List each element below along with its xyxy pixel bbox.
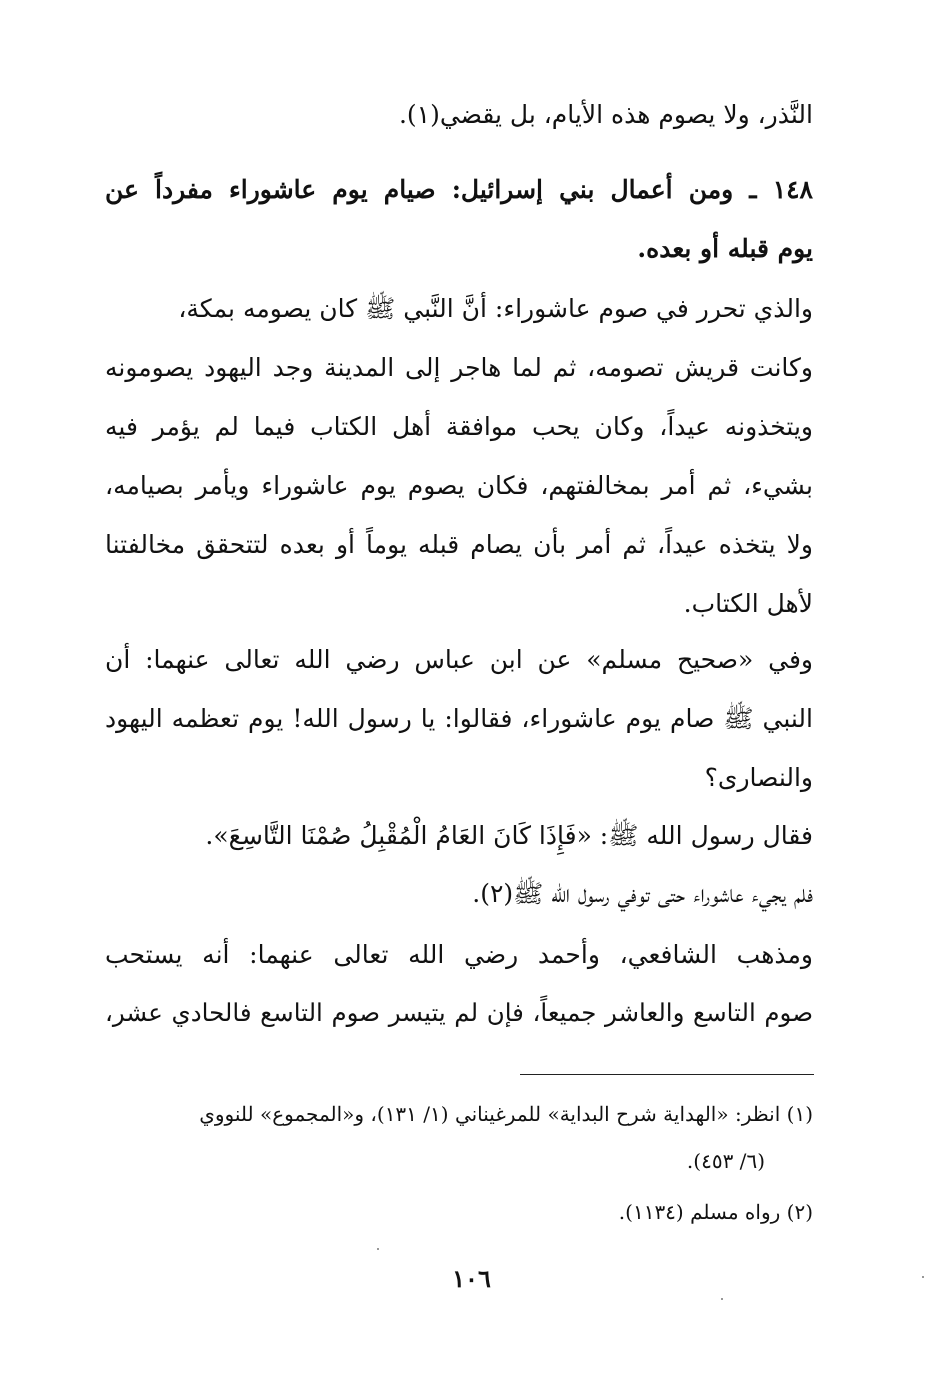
- scan-speck: [922, 1276, 924, 1278]
- page-number: ١٠٦: [452, 1264, 491, 1293]
- section-heading-line-1: ١٤٨ ـ ومن أعمال بني إسرائيل: صيام يوم عاشوراء مفرداً عن: [105, 175, 813, 204]
- body-line-12: والنصارى؟: [704, 763, 813, 792]
- body-line-6: ويتخذونه عيداً، وكان يحب موافقة أهل الكتاب فيما لم يؤمر فيه: [105, 412, 813, 441]
- footnote-2: (٢) رواه مسلم (١١٣٤).: [618, 1200, 813, 1224]
- section-heading-line-2: يوم قبله أو بعده.: [637, 234, 813, 263]
- body-line-9: لأهل الكتاب.: [683, 589, 813, 618]
- body-line-8: ولا يتخذه عيداً، ثم أمر بأن يصام قبله يوماً أو بعده لتتحقق مخالفتنا: [105, 530, 813, 559]
- footnote-1-continuation: (٦/ ٤٥٣).: [686, 1149, 765, 1173]
- body-line-1: النَّذر، ولا يصوم هذه الأيام، بل يقضي(١).: [398, 100, 813, 129]
- footnote-1: (١) انظر: «الهداية شرح البداية» للمرغيناني (١/ ١٣١)، و«المجموع» للنووي: [199, 1102, 813, 1126]
- scan-speck: [377, 1248, 379, 1250]
- body-line-7: بشيء، ثم أمر بمخالفتهم، فكان يصوم يوم عاشوراء ويأمر بصيامه،: [105, 471, 813, 500]
- body-line-10: وفي «صحيح مسلم» عن ابن عباس رضي الله تعالى عنهما: أن: [105, 645, 813, 674]
- body-line-4: والذي تحرر في صوم عاشوراء: أنَّ النَّبي ﷺ كان يصومه بمكة،: [178, 294, 813, 323]
- body-line-15: ومذهب الشافعي، وأحمد رضي الله تعالى عنهما: أنه يستحب: [105, 940, 813, 969]
- body-line-14: فلم يجيء عاشوراء حتى توفي رسول الله ﷺ(٢).: [472, 879, 813, 908]
- body-line-11: النبي ﷺ صام يوم عاشوراء، فقالوا: يا رسول الله! يوم تعظمه اليهود: [105, 704, 813, 733]
- body-line-16: صوم التاسع والعاشر جميعاً، فإن لم يتيسر صوم التاسع فالحادي عشر،: [105, 998, 813, 1027]
- scan-speck: [721, 1298, 723, 1300]
- footnote-separator: [520, 1074, 814, 1075]
- hadith-quote-line: فقال رسول الله ﷺ: «فَإِذَا كَانَ العَامُ الْمُقْبِلُ صُمْنَا التَّاسِعَ».: [205, 821, 813, 850]
- body-line-5: وكانت قريش تصومه، ثم لما هاجر إلى المدينة وجد اليهود يصومونه: [105, 353, 813, 382]
